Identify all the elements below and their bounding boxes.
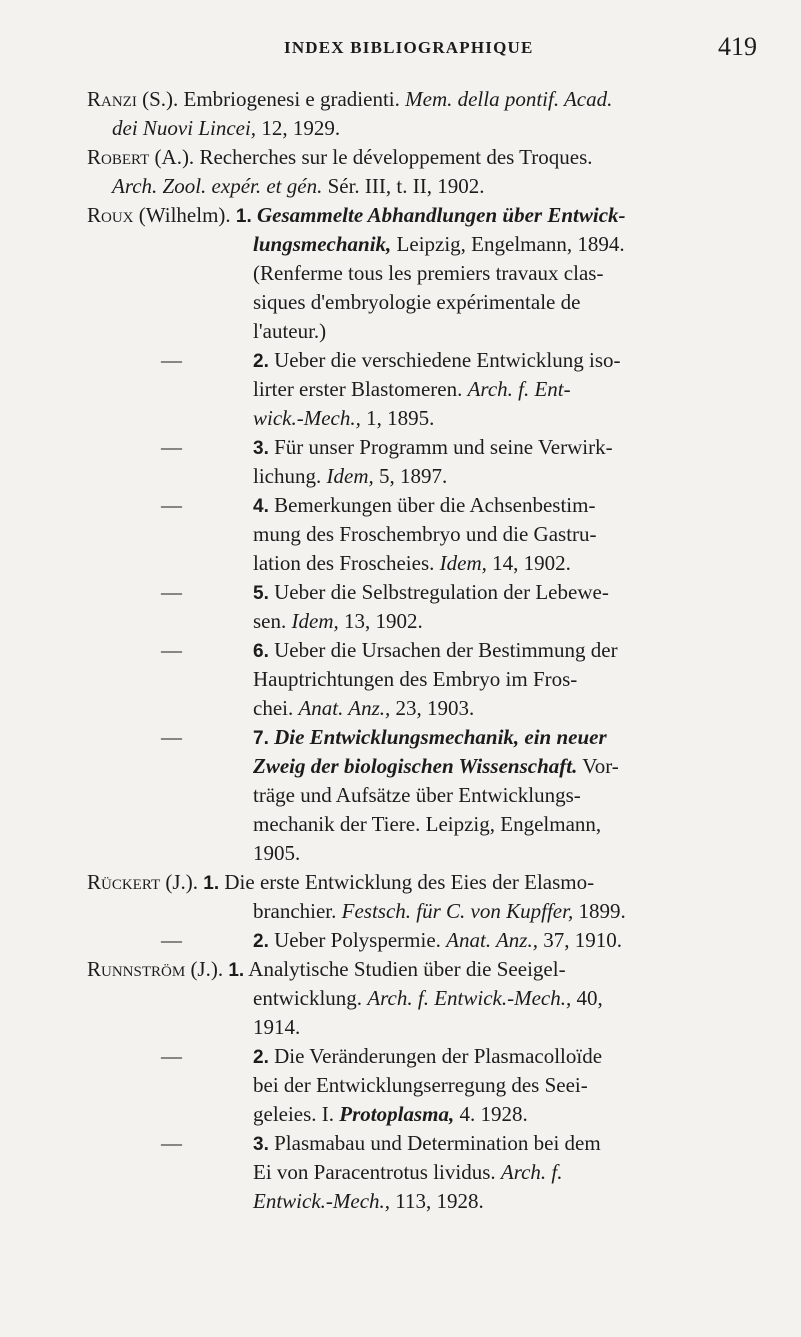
entry-robert-line-2 bbox=[87, 172, 767, 201]
entry-ranzi-line-1 bbox=[87, 85, 767, 114]
work-number: 1. bbox=[203, 873, 220, 894]
entry-text: entwicklung. bbox=[253, 986, 363, 1010]
author-initials: (J.). bbox=[190, 957, 224, 981]
journal-title: Entwick.-Mech., bbox=[253, 1189, 391, 1213]
book-title: Die Entwicklungsmechanik, ein neuer bbox=[268, 725, 607, 749]
ditto-dash: — bbox=[161, 580, 182, 604]
entry-text: Analytische Studien über die Seeigel- bbox=[244, 957, 566, 981]
entry-roux-line bbox=[87, 752, 767, 781]
ditto-dash: — bbox=[161, 638, 182, 662]
entry-roux-line bbox=[87, 230, 767, 259]
ditto-dash: — bbox=[161, 348, 182, 372]
entry-roux-4-line-1 bbox=[87, 491, 767, 520]
ditto-dash: — bbox=[161, 1131, 182, 1155]
work-number: 1. bbox=[228, 960, 245, 981]
entry-text: lirter erster Blastomeren. bbox=[253, 377, 463, 401]
entry-runnstrom-line: bei der Entwicklungserregung des Seei- bbox=[253, 1073, 588, 1097]
book-title: Gesammelte Abhandlungen über Entwick- bbox=[257, 203, 626, 227]
ditto-dash: — bbox=[161, 1044, 182, 1068]
journal-title: Anat. Anz., bbox=[298, 696, 391, 720]
entry-roux-line bbox=[87, 694, 767, 723]
entry-runnstrom-line bbox=[87, 984, 767, 1013]
entry-text: sen. bbox=[253, 609, 287, 633]
entry-text: branchier. bbox=[253, 899, 337, 923]
entry-text: lichung. bbox=[253, 464, 322, 488]
ditto-dash: — bbox=[161, 435, 182, 459]
journal-title: wick.-Mech., bbox=[253, 406, 361, 430]
entry-text: 4. 1928. bbox=[454, 1102, 528, 1126]
entry-roux-line bbox=[87, 404, 767, 433]
author-name: Runnström bbox=[87, 957, 186, 981]
journal-title: Mem. della pontif. Acad. bbox=[405, 87, 613, 111]
entry-roux-line: siques d'embryologie expérimentale de bbox=[253, 290, 581, 314]
entry-text: Ei von Paracentrotus lividus. bbox=[253, 1160, 496, 1184]
entry-text: Ueber die Selbstregulation der Lebewe- bbox=[268, 580, 609, 604]
entry-roux-line: l'auteur.) bbox=[253, 319, 327, 343]
entry-text: 23, 1903. bbox=[390, 696, 475, 720]
journal-title: Anat. Anz., bbox=[446, 928, 538, 952]
entry-roux-line bbox=[87, 462, 767, 491]
author-initials: (J.). bbox=[165, 870, 199, 894]
journal-title: Arch. Zool. expér. et gén. bbox=[112, 174, 323, 198]
entry-text: lation des Froscheies. bbox=[253, 551, 435, 575]
work-number: 3. bbox=[253, 438, 269, 459]
entry-runnstrom-2-line-1 bbox=[87, 1042, 767, 1071]
author-name: Rückert bbox=[87, 870, 161, 894]
entry-text: 5, 1897. bbox=[373, 464, 448, 488]
journal-title: Festsch. für C. von Kupffer, bbox=[341, 899, 574, 923]
entry-roux-7-line-1 bbox=[87, 723, 767, 752]
entry-roux-line: träge und Aufsätze über Entwicklungs- bbox=[253, 783, 581, 807]
entry-text: chei. bbox=[253, 696, 294, 720]
entry-text: geleies. I. bbox=[253, 1102, 335, 1126]
entry-text: Die erste Entwicklung des Eies der Elasmo- bbox=[219, 870, 595, 894]
entry-roux-line: Hauptrichtungen des Embryo im Fros- bbox=[253, 667, 578, 691]
author-name: Roux bbox=[87, 203, 134, 227]
entry-text: 1, 1895. bbox=[360, 406, 435, 430]
work-number: 2. bbox=[253, 1047, 269, 1068]
entry-text: Plasmabau und Determination bei dem bbox=[268, 1131, 601, 1155]
work-number: 1. bbox=[235, 206, 252, 227]
entry-runnstrom-line bbox=[87, 1187, 767, 1216]
author-initials: (S.). bbox=[142, 87, 179, 111]
entry-text: Vor- bbox=[577, 754, 619, 778]
entry-text: 12, 1929. bbox=[256, 116, 341, 140]
book-title: Zweig der biologischen Wissenschaft. bbox=[253, 754, 578, 778]
work-number: 3. bbox=[253, 1134, 269, 1155]
work-number: 6. bbox=[253, 641, 269, 662]
ditto-dash: — bbox=[161, 928, 182, 952]
work-number: 7. bbox=[253, 728, 269, 749]
entry-text: 113, 1928. bbox=[390, 1189, 484, 1213]
entry-robert-line-1 bbox=[87, 143, 767, 172]
entry-text: 14, 1902. bbox=[486, 551, 571, 575]
entry-ruckert-line-1 bbox=[87, 868, 767, 897]
entry-roux-line bbox=[87, 607, 767, 636]
entry-roux-line: mechanik der Tiere. Leipzig, Engelmann, bbox=[253, 812, 602, 836]
entry-roux-5-line-1 bbox=[87, 578, 767, 607]
author-initials: (A.). bbox=[154, 145, 195, 169]
ditto-dash: — bbox=[161, 725, 182, 749]
author-name: Ranzi bbox=[87, 87, 137, 111]
journal-title: Idem, bbox=[326, 464, 374, 488]
entry-runnstrom-line-1 bbox=[87, 955, 767, 984]
entry-text: Recherches sur le développement des Troques. bbox=[194, 145, 593, 169]
author-name: Robert bbox=[87, 145, 150, 169]
entry-text: 1899. bbox=[573, 899, 626, 923]
entry-text: Leipzig, Engelmann, 1894. bbox=[391, 232, 625, 256]
entry-runnstrom-line: 1914. bbox=[253, 1015, 301, 1039]
journal-title: Arch. f. Ent- bbox=[467, 377, 571, 401]
page-number: 419 bbox=[718, 32, 757, 61]
entry-text: 13, 1902. bbox=[338, 609, 423, 633]
entry-ruckert-2-line-1 bbox=[87, 926, 767, 955]
author-initials: (Wilhelm). bbox=[138, 203, 231, 227]
journal-title: Idem, bbox=[439, 551, 487, 575]
entry-text: Ueber die Ursachen der Bestimmung der bbox=[268, 638, 618, 662]
header-title: INDEX BIBLIOGRAPHIQUE bbox=[284, 38, 534, 57]
journal-title: Protoplasma, bbox=[339, 1102, 455, 1126]
entry-ranzi-line-2 bbox=[87, 114, 767, 143]
entry-roux-6-line-1 bbox=[87, 636, 767, 665]
entry-text: Sér. III, t. II, 1902. bbox=[322, 174, 485, 198]
entry-text: Die Veränderungen der Plasmacolloïde bbox=[268, 1044, 603, 1068]
entry-text: Ueber die verschiedene Entwicklung iso- bbox=[268, 348, 621, 372]
entry-ruckert-line bbox=[87, 897, 767, 926]
entry-roux-line bbox=[87, 549, 767, 578]
entry-text: Ueber Polyspermie. bbox=[268, 928, 441, 952]
book-title: lungsmechanik, bbox=[253, 232, 392, 256]
entry-text: 40, bbox=[571, 986, 603, 1010]
entry-runnstrom-line bbox=[87, 1100, 767, 1129]
entry-roux-line: mung des Froschembryo und die Gastru- bbox=[253, 522, 597, 546]
entry-runnstrom-line bbox=[87, 1158, 767, 1187]
work-number: 4. bbox=[253, 496, 269, 517]
journal-title: Arch. f. bbox=[500, 1160, 563, 1184]
entry-runnstrom-3-line-1 bbox=[87, 1129, 767, 1158]
entry-text: Embriogenesi e gradienti. bbox=[178, 87, 400, 111]
bibliography-entries bbox=[87, 85, 767, 1216]
work-number: 5. bbox=[253, 583, 269, 604]
entry-roux-2-line-1 bbox=[87, 346, 767, 375]
work-number: 2. bbox=[253, 931, 269, 952]
work-number: 2. bbox=[253, 351, 269, 372]
entry-roux-line: (Renferme tous les premiers travaux clas- bbox=[253, 261, 604, 285]
entry-text: Bemerkungen über die Achsenbestim- bbox=[268, 493, 596, 517]
journal-title: Arch. f. Entwick.-Mech., bbox=[367, 986, 572, 1010]
entry-text: Für unser Programm und seine Verwirk- bbox=[268, 435, 613, 459]
journal-title: Idem, bbox=[291, 609, 339, 633]
entry-roux-line-1 bbox=[87, 201, 767, 230]
entry-roux-line: 1905. bbox=[253, 841, 301, 865]
ditto-dash: — bbox=[161, 493, 182, 517]
running-header bbox=[0, 32, 801, 68]
entry-roux-line bbox=[87, 375, 767, 404]
entry-text: 37, 1910. bbox=[537, 928, 622, 952]
entry-roux-3-line-1 bbox=[87, 433, 767, 462]
journal-title: dei Nuovi Lincei, bbox=[112, 116, 257, 140]
